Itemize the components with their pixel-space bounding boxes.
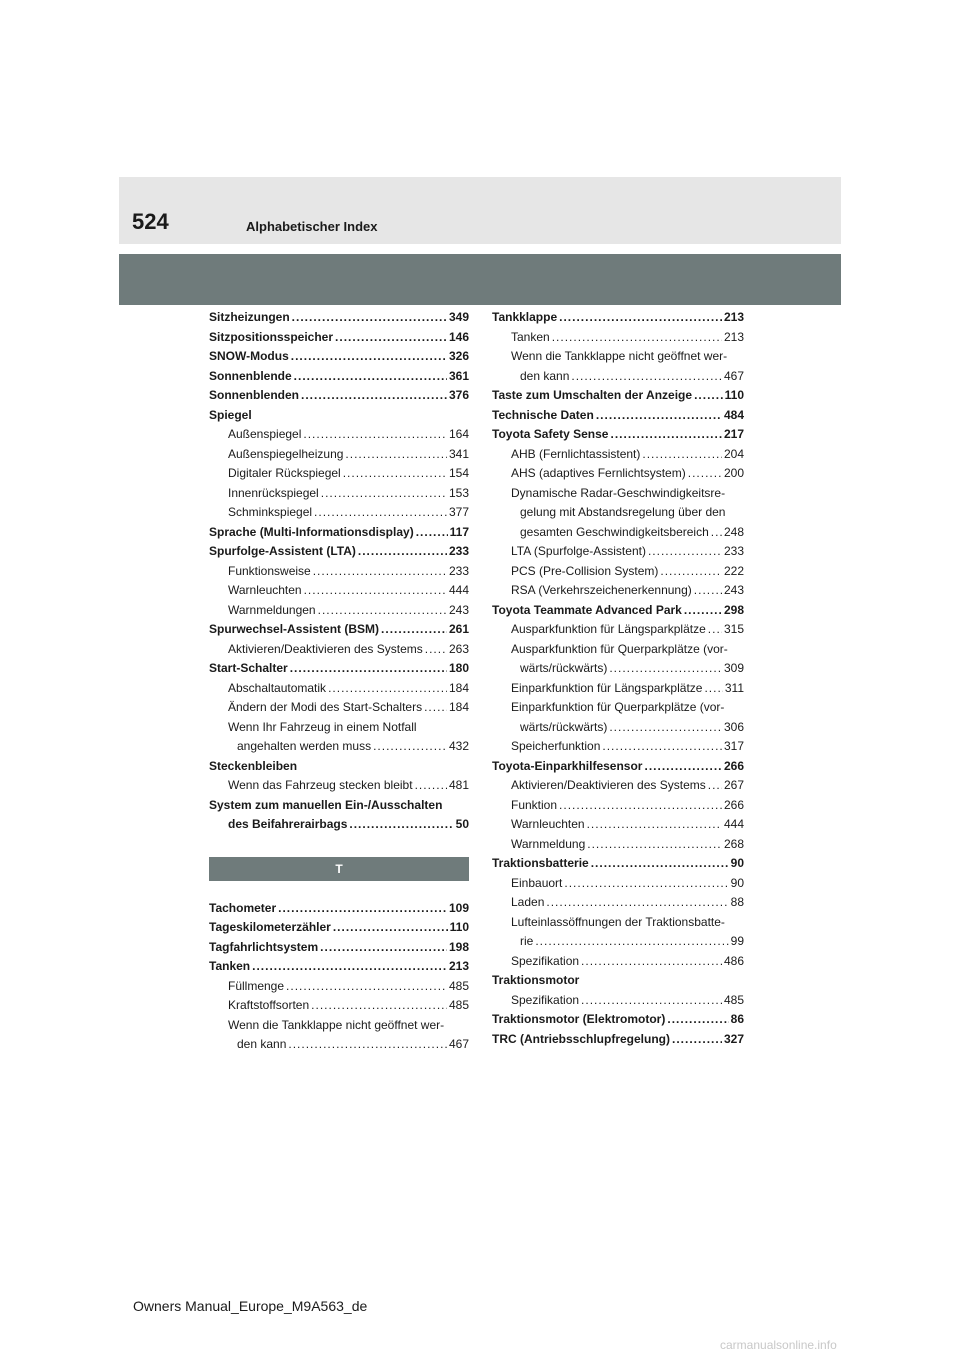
index-entry-term: Toyota Safety Sense xyxy=(492,427,609,441)
index-entry xyxy=(492,659,744,679)
index-entry-term: Sitzpositionsspeicher xyxy=(209,329,334,344)
index-entry xyxy=(209,503,469,523)
index-entry-term: RSA (Verkehrszeichenerkennung) xyxy=(511,583,692,597)
index-entry-term: Warnleuchten xyxy=(228,583,302,597)
index-entry xyxy=(492,718,744,738)
index-entry-term: den kann xyxy=(520,368,570,383)
index-entry-term: AHS (adaptives Fernlichtsystem) xyxy=(511,466,686,480)
watermark: carmanualsonline.info xyxy=(720,1338,837,1352)
index-entry-term: Wenn das Fahrzeug stecken bleibt xyxy=(228,778,413,792)
dot-leader xyxy=(672,1030,722,1050)
dot-leader xyxy=(610,425,721,445)
dot-leader xyxy=(301,386,447,406)
dot-leader xyxy=(559,308,722,328)
index-list-t xyxy=(209,899,469,1055)
index-entry xyxy=(209,899,469,919)
index-entry-page: 110 xyxy=(724,388,744,402)
index-entry-page: 298 xyxy=(723,602,744,617)
index-entry xyxy=(209,957,469,977)
dot-leader xyxy=(335,328,447,348)
index-entry-page: 261 xyxy=(448,622,469,636)
index-entry xyxy=(209,776,469,796)
index-entry xyxy=(492,991,744,1011)
index-entry-term: SNOW-Modus xyxy=(209,349,289,363)
index-entry-term: PCS (Pre-Collision System) xyxy=(511,563,659,578)
dot-leader xyxy=(415,776,447,796)
index-entry-term: Füllmenge xyxy=(228,978,285,993)
index-entry xyxy=(492,347,744,367)
index-entry-term: Kraftstoffsorten xyxy=(228,998,310,1012)
dot-leader xyxy=(684,601,722,621)
index-entry xyxy=(492,386,744,406)
dot-leader xyxy=(294,367,447,387)
dot-leader xyxy=(290,659,447,679)
index-entry-term: Funktion xyxy=(511,797,558,812)
dot-leader xyxy=(311,996,447,1016)
dot-leader xyxy=(688,464,722,484)
index-entry xyxy=(492,367,744,387)
index-entry-term: Tageskilometerzähler xyxy=(209,920,331,934)
index-entry-term: Steckenbleiben xyxy=(209,758,298,773)
index-entry-term: Lufteinlassöffnungen der Traktionsbatte- xyxy=(511,914,725,929)
index-entry-term: den kann xyxy=(237,1037,287,1051)
index-entry xyxy=(209,796,469,816)
index-entry xyxy=(209,308,469,328)
index-entry-page: 109 xyxy=(448,900,469,915)
index-entry-term: Spezifikation xyxy=(511,992,580,1007)
dot-leader xyxy=(694,581,722,601)
index-entry-page: 467 xyxy=(448,1037,469,1051)
index-entry-page: 377 xyxy=(448,505,469,519)
index-entry-page: 485 xyxy=(723,992,744,1007)
index-entry-page: 432 xyxy=(448,739,469,753)
index-entry xyxy=(492,971,744,991)
dot-leader xyxy=(424,698,447,718)
index-entry-page: 222 xyxy=(723,563,744,578)
index-entry-page: 86 xyxy=(730,1012,744,1026)
index-entry xyxy=(209,425,469,445)
index-entry-page: 204 xyxy=(723,446,744,461)
index-entry-page: 485 xyxy=(448,998,469,1012)
index-entry xyxy=(209,1016,469,1036)
index-entry-page: 99 xyxy=(730,934,744,948)
index-entry-term: LTA (Spurfolge-Assistent) xyxy=(511,544,646,558)
index-entry-term: Ändern der Modi des Start-Schalters xyxy=(228,700,423,714)
index-entry xyxy=(209,918,469,938)
dot-leader xyxy=(373,737,447,757)
dot-leader xyxy=(345,445,447,465)
index-entry xyxy=(492,328,744,348)
index-entry xyxy=(209,484,469,504)
index-column-right xyxy=(492,308,744,1049)
dot-leader xyxy=(318,601,447,621)
index-entry xyxy=(209,679,469,699)
index-entry xyxy=(209,386,469,406)
index-entry xyxy=(209,1035,469,1055)
index-entry xyxy=(492,523,744,543)
index-entry-page: 267 xyxy=(723,778,744,792)
index-entry-page: 153 xyxy=(448,485,469,500)
dot-leader xyxy=(667,1010,728,1030)
index-entry xyxy=(492,815,744,835)
dot-leader xyxy=(328,679,447,699)
index-entry xyxy=(492,562,744,582)
index-entry-page: 268 xyxy=(723,836,744,851)
index-entry-term: Wenn die Tankklappe nicht geöffnet wer- xyxy=(228,1017,445,1032)
dot-leader xyxy=(278,899,447,919)
index-entry-term: Außenspiegel xyxy=(228,427,302,441)
index-entry xyxy=(492,679,744,699)
dot-leader xyxy=(609,659,722,679)
dot-leader xyxy=(349,815,453,835)
dot-leader xyxy=(286,977,447,997)
index-entry xyxy=(209,445,469,465)
index-entry xyxy=(492,445,744,465)
index-entry-page: 180 xyxy=(448,661,469,675)
index-entry-page: 213 xyxy=(723,329,744,344)
index-entry-term: Spezifikation xyxy=(511,953,580,968)
index-entry xyxy=(492,913,744,933)
index-entry-term: wärts/rückwärts) xyxy=(520,661,608,675)
index-entry-term: Digitaler Rückspiegel xyxy=(228,466,341,480)
index-entry-term: Einparkfunktion für Längsparkplätze xyxy=(511,680,703,695)
index-entry-page: 184 xyxy=(448,700,469,714)
index-entry-term: Toyota-Einparkhilfesensor xyxy=(492,758,643,773)
index-entry-term: AHB (Fernlichtassistent) xyxy=(511,446,641,461)
footer-doc-id: Owners Manual_Europe_M9A563_de xyxy=(133,1298,368,1314)
index-entry-page: 309 xyxy=(723,661,744,675)
index-entry-page: 266 xyxy=(723,797,744,812)
index-entry xyxy=(492,796,744,816)
dot-leader xyxy=(644,757,721,777)
index-entry-page: 467 xyxy=(723,368,744,383)
index-entry-term: Abschaltautomatik xyxy=(228,680,327,695)
index-entry xyxy=(492,757,744,777)
dot-leader xyxy=(571,367,722,387)
dot-leader xyxy=(535,932,728,952)
index-entry xyxy=(209,698,469,718)
index-entry xyxy=(492,406,744,426)
index-entry xyxy=(492,1030,744,1050)
dot-leader xyxy=(602,737,722,757)
index-entry-term: Tankklappe xyxy=(492,310,558,324)
index-entry-term: Start-Schalter xyxy=(209,661,288,675)
index-entry-term: Tanken xyxy=(209,959,251,973)
index-entry-term: Technische Daten xyxy=(492,407,594,422)
dot-leader xyxy=(587,835,722,855)
index-entry-page: 233 xyxy=(723,544,744,558)
index-entry xyxy=(209,640,469,660)
index-entry-term: Warnleuchten xyxy=(511,817,585,831)
dot-leader xyxy=(320,938,447,958)
index-entry-page: 484 xyxy=(723,407,744,422)
index-entry-page: 341 xyxy=(448,446,469,461)
index-entry xyxy=(209,367,469,387)
index-entry xyxy=(209,328,469,348)
index-entry-page: 248 xyxy=(723,524,744,539)
index-entry-page: 90 xyxy=(730,875,744,890)
index-entry-term: Tagfahrlichtsystem xyxy=(209,939,319,954)
index-entry xyxy=(209,757,469,777)
dot-leader xyxy=(546,893,728,913)
index-list-t-continued xyxy=(492,308,744,1049)
dot-leader xyxy=(358,542,447,562)
index-entry xyxy=(492,932,744,952)
index-entry-term: Toyota Teammate Advanced Park xyxy=(492,602,682,617)
index-entry-page: 263 xyxy=(448,641,469,656)
index-entry-term: Aktivieren/Deaktivieren des Systems xyxy=(228,641,423,656)
index-entry-page: 213 xyxy=(723,310,744,324)
index-entry-term: Traktionsmotor xyxy=(492,973,580,987)
index-entry xyxy=(209,406,469,426)
index-entry xyxy=(209,718,469,738)
index-entry-page: 164 xyxy=(448,427,469,441)
index-entry-page: 184 xyxy=(448,680,469,695)
index-entry-term: Tachometer xyxy=(209,900,277,915)
index-entry xyxy=(492,484,744,504)
index-entry-term: Einparkfunktion für Querparkplätze (vor- xyxy=(511,700,725,714)
index-entry-page: 146 xyxy=(448,329,469,344)
index-entry-page: 243 xyxy=(723,583,744,597)
index-entry xyxy=(492,542,744,562)
dot-leader xyxy=(708,620,722,640)
dot-leader xyxy=(591,854,729,874)
dot-leader xyxy=(660,562,722,582)
index-entry-page: 311 xyxy=(724,680,744,695)
index-entry-term: Speicherfunktion xyxy=(511,739,601,753)
index-entry-term: Schminkspiegel xyxy=(228,505,313,519)
index-entry-term: Funktionsweise xyxy=(228,563,311,578)
index-entry-page: 326 xyxy=(448,349,469,363)
dot-leader xyxy=(343,464,447,484)
header-top-bar xyxy=(119,177,841,244)
dot-leader xyxy=(581,952,722,972)
index-entry-term: Dynamische Radar-Geschwindigkeitsre- xyxy=(511,485,726,500)
index-entry-term: Sonnenblende xyxy=(209,368,292,383)
index-entry xyxy=(209,815,469,835)
index-entry xyxy=(492,425,744,445)
dot-leader xyxy=(252,957,447,977)
index-entry xyxy=(209,938,469,958)
index-entry-term: Außenspiegelheizung xyxy=(228,446,344,461)
index-entry-term: gelung mit Abstandsregelung über den xyxy=(520,505,726,519)
index-entry xyxy=(492,581,744,601)
index-entry-term: rie xyxy=(520,934,534,948)
index-entry-term: Einbauort xyxy=(511,875,563,890)
index-entry xyxy=(492,698,744,718)
index-entry-page: 50 xyxy=(455,817,469,831)
index-entry-term: Wenn die Tankklappe nicht geöffnet wer- xyxy=(511,349,728,363)
index-entry-term: Spurwechsel-Assistent (BSM) xyxy=(209,622,380,636)
index-entry-term: Aktivieren/Deaktivieren des Systems xyxy=(511,778,706,792)
index-entry xyxy=(492,601,744,621)
index-entry xyxy=(209,347,469,367)
index-entry-term: Warnmeldung xyxy=(511,836,586,851)
dot-leader xyxy=(704,679,722,699)
dot-leader xyxy=(291,347,447,367)
index-entry-term: Ausparkfunktion für Längsparkplätze xyxy=(511,622,706,636)
dot-leader xyxy=(333,918,448,938)
index-entry-page: 317 xyxy=(723,739,744,753)
index-entry xyxy=(209,562,469,582)
dot-leader xyxy=(292,308,447,328)
dot-leader xyxy=(381,620,447,640)
index-entry xyxy=(492,893,744,913)
index-entry-page: 213 xyxy=(448,959,469,973)
index-entry xyxy=(209,542,469,562)
index-list-s xyxy=(209,308,469,835)
index-entry xyxy=(492,874,744,894)
index-entry-page: 349 xyxy=(448,310,469,324)
index-entry-term: Ausparkfunktion für Querparkplätze (vor- xyxy=(511,641,728,656)
dot-leader xyxy=(313,562,447,582)
index-entry-term: Sitzheizungen xyxy=(209,310,290,324)
index-entry-term: Taste zum Umschalten der Anzeige xyxy=(492,388,693,402)
header-band xyxy=(119,254,841,305)
dot-leader xyxy=(564,874,728,894)
index-entry xyxy=(209,523,469,543)
index-entry-term: Warnmeldungen xyxy=(228,602,316,617)
index-column-left xyxy=(209,308,469,1055)
index-entry-term: Sonnenblenden xyxy=(209,388,299,402)
index-entry xyxy=(492,640,744,660)
dot-leader xyxy=(288,1035,447,1055)
dot-leader xyxy=(321,484,447,504)
dot-leader xyxy=(425,640,447,660)
index-entry-page: 444 xyxy=(448,583,469,597)
index-entry xyxy=(492,737,744,757)
index-entry xyxy=(209,601,469,621)
dot-leader xyxy=(711,523,722,543)
index-entry xyxy=(209,464,469,484)
index-entry xyxy=(209,659,469,679)
dot-leader xyxy=(416,523,448,543)
index-entry-page: 327 xyxy=(723,1031,744,1046)
index-entry-page: 154 xyxy=(448,466,469,480)
index-entry xyxy=(209,996,469,1016)
index-entry xyxy=(492,620,744,640)
index-entry xyxy=(492,503,744,523)
index-entry-page: 233 xyxy=(448,563,469,578)
index-entry-page: 315 xyxy=(723,622,744,636)
index-entry-page: 486 xyxy=(723,953,744,968)
index-entry-term: Wenn Ihr Fahrzeug in einem Notfall xyxy=(228,719,417,734)
index-entry-term: System zum manuellen Ein-/Ausschalten xyxy=(209,797,443,812)
index-entry-term: Laden xyxy=(511,895,545,909)
index-entry xyxy=(492,854,744,874)
index-entry-page: 485 xyxy=(448,978,469,993)
index-entry xyxy=(209,581,469,601)
index-entry-term: angehalten werden muss xyxy=(237,739,372,753)
index-entry xyxy=(492,308,744,328)
dot-leader xyxy=(559,796,722,816)
index-entry-term: Spurfolge-Assistent (LTA) xyxy=(209,544,356,558)
index-entry-term: wärts/rückwärts) xyxy=(520,719,608,734)
index-entry-term: des Beifahrerairbags xyxy=(228,817,348,831)
index-entry-term: Traktionsbatterie xyxy=(492,856,589,870)
index-entry-page: 110 xyxy=(449,920,469,934)
index-entry-term: gesamten Geschwindigkeitsbereich xyxy=(520,524,709,539)
index-entry-page: 90 xyxy=(730,856,744,870)
dot-leader xyxy=(648,542,722,562)
index-entry xyxy=(209,977,469,997)
index-entry-page: 376 xyxy=(448,388,469,402)
index-entry-term: Tanken xyxy=(511,329,550,344)
index-entry-term: Sprache (Multi-Informationsdisplay) xyxy=(209,524,414,539)
index-entry xyxy=(492,1010,744,1030)
dot-leader xyxy=(708,776,722,796)
dot-leader xyxy=(587,815,722,835)
index-entry-page: 200 xyxy=(723,466,744,480)
index-entry xyxy=(492,952,744,972)
index-entry-term: Spiegel xyxy=(209,407,252,422)
dot-leader xyxy=(642,445,722,465)
index-entry-page: 117 xyxy=(449,524,469,539)
index-entry-page: 88 xyxy=(730,895,744,909)
index-entry-page: 306 xyxy=(723,719,744,734)
index-entry-page: 243 xyxy=(448,602,469,617)
dot-leader xyxy=(596,406,722,426)
letter-heading-t: T xyxy=(209,857,469,881)
dot-leader xyxy=(303,425,447,445)
page-number: 524 xyxy=(132,209,169,234)
dot-leader xyxy=(304,581,447,601)
index-entry xyxy=(492,776,744,796)
index-entry-term: Innenrückspiegel xyxy=(228,485,319,500)
section-title: Alphabetischer Index xyxy=(246,219,378,234)
index-entry-page: 217 xyxy=(723,427,744,441)
dot-leader xyxy=(694,386,723,406)
index-entry xyxy=(492,835,744,855)
dot-leader xyxy=(581,991,722,1011)
index-entry-term: TRC (Antriebsschlupfregelung) xyxy=(492,1031,671,1046)
index-entry xyxy=(492,464,744,484)
dot-leader xyxy=(552,328,722,348)
index-entry xyxy=(209,737,469,757)
index-entry-page: 361 xyxy=(448,368,469,383)
index-entry xyxy=(209,620,469,640)
dot-leader xyxy=(609,718,722,738)
index-entry-page: 233 xyxy=(448,544,469,558)
index-entry-page: 481 xyxy=(448,778,469,792)
index-entry-page: 198 xyxy=(448,939,469,954)
dot-leader xyxy=(314,503,447,523)
index-entry-term: Traktionsmotor (Elektromotor) xyxy=(492,1012,666,1026)
index-entry-page: 444 xyxy=(723,817,744,831)
index-entry-page: 266 xyxy=(723,758,744,773)
